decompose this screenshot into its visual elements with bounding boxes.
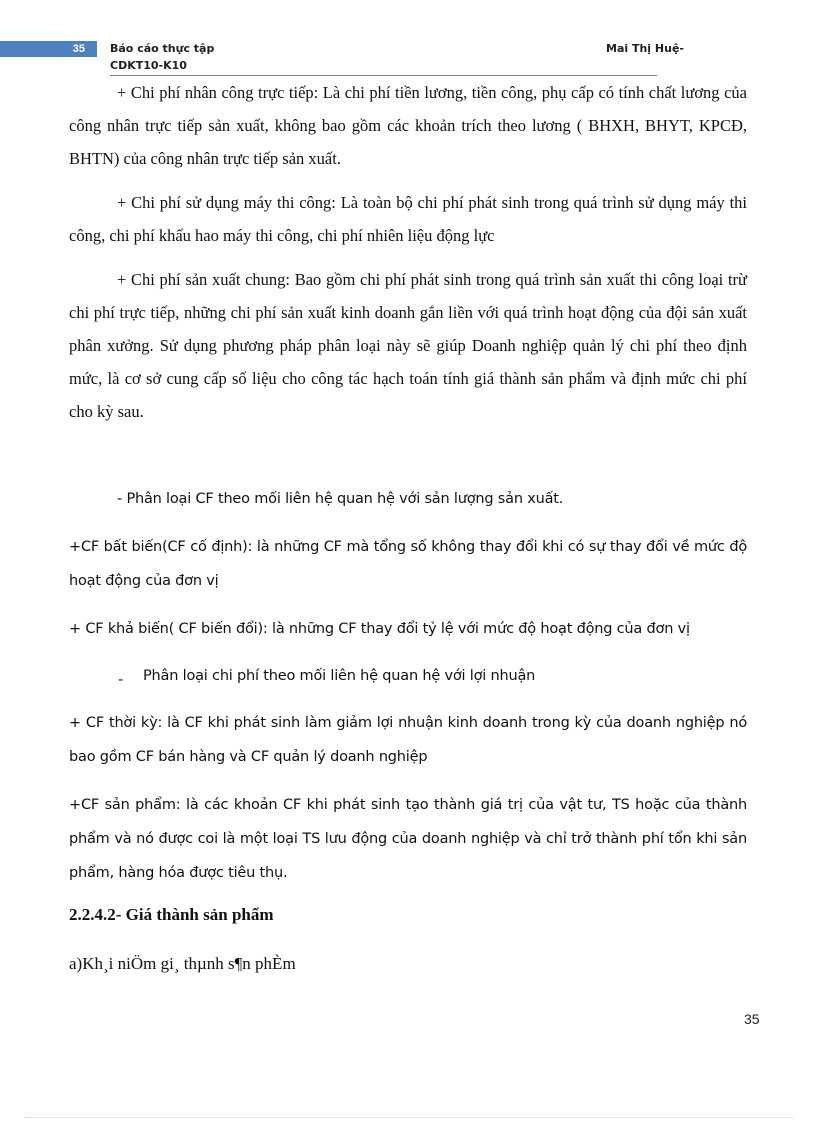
paragraph-general-production: + Chi phí sản xuất chung: Bao gồm chi phí phát sinh trong quá trình sản xuất thi công loại trừ chi phí trực tiếp, những chi phí sản xuất kinh doanh gắn liền với quá trình hoạt động của đội sản xuất phân xưởng. Sử dụng phương pháp phân loại này sẽ giúp Doanh nghiệp quản lý chi phí theo định mức, là cơ sở cung cấp số liệu cho công tác hạch toán tính giá thành sản phẩm và định mức chi phí cho kỳ sau. — [69, 270, 747, 421]
header-subtitle: CDKT10-K10 — [110, 59, 187, 72]
section-heading: 2.2.4.2- Giá thành sản phẩm — [69, 905, 274, 924]
paragraph-fixed-cost: +CF bất biến(CF cố định): là những CF mà tổng số không thay đổi khi có sự thay đổi về mức độ hoạt động của đơn vị — [69, 539, 747, 589]
section-subheading: a)Kh¸i niÖm gi¸ thµnh s¶n phÈm — [69, 954, 296, 973]
paragraph-product-cost: +CF sản phẩm: là các khoản CF khi phát sinh tạo thành giá trị của vật tư, TS hoặc của thành phẩm và nó được coi là một loại TS lưu động của doanh nghiệp và chỉ trở thành phí tổn khi sản phẩm, hàng hóa được tiêu thụ. — [69, 797, 747, 881]
header-author: Mai Thị Huệ- — [606, 42, 684, 55]
header-page-number: 35 — [0, 41, 97, 57]
bullet-dash: - — [118, 672, 124, 688]
paragraph-classification-profit: Phân loại chi phí theo mối liên hệ quan hệ với lợi nhuận — [143, 668, 536, 684]
paragraph-direct-labor: + Chi phí nhân công trực tiếp: Là chi phí tiền lương, tiền công, phụ cấp có tính chất lương của công nhân trực tiếp sản xuất, không bao gồm các khoản trích theo lương ( BHXH, BHYT, KPCĐ, BHTN) của công nhân trực tiếp sản xuất. — [69, 83, 747, 168]
footer-page-number: 35 — [744, 1011, 760, 1027]
paragraph-variable-cost: + CF khả biến( CF biến đổi): là những CF thay đổi tỷ lệ với mức độ hoạt động của đơn vị — [69, 621, 690, 637]
paragraph-machine-cost: + Chi phí sử dụng máy thi công: Là toàn bộ chi phí phát sinh trong quá trình sử dụng máy thi công, chi phí khấu hao máy thi công, chi phí nhiên liệu động lực — [69, 193, 747, 245]
paragraph-classification-output: - Phân loại CF theo mối liên hệ quan hệ với sản lượng sản xuất. — [117, 491, 564, 507]
page-bottom-border — [24, 1117, 794, 1118]
header-title: Báo cáo thực tập — [110, 42, 215, 55]
paragraph-period-cost: + CF thời kỳ: là CF khi phát sinh làm giảm lợi nhuận kinh doanh trong kỳ của doanh nghiệp nó bao gồm CF bán hàng và CF quản lý doanh nghiệp — [69, 715, 747, 765]
